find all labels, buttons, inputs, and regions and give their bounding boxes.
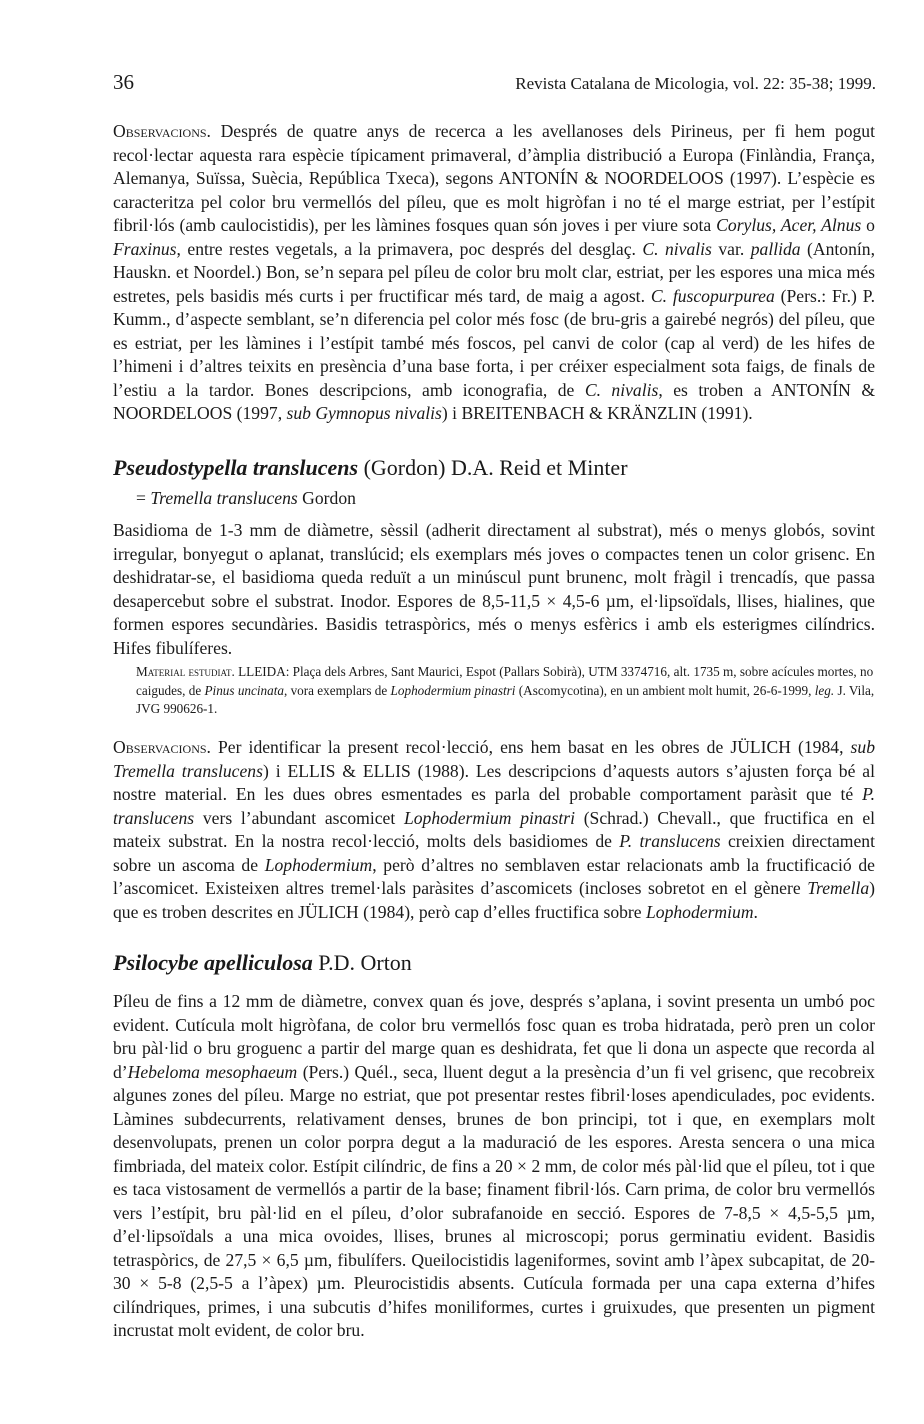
page-number: 36	[113, 70, 134, 94]
species-description: Píleu de fins a 12 mm de diàmetre, convex quan és jove, després s’aplana, i sovint presenta un umbó poc evident. Cutícula molt higròfana, de color bru vermellós fosc quan es troba hidratada, però pren un color bru pàl·lid o bru groguenc a partir del marge quan es deshidrata, fet que li dona un aspecte que recorda al d’Hebeloma mesophaeum (Pers.) Quél., seca, lluent degut a la presència d’un fi vel grisenc, que recobreix algunes zones del píleu. Marge no estriat, que pot presentar restes fibril·loses apendiculades, poc evidents. Làmines subdecurrents, relativament denses, brunes de bon principi, tot i que, en exemplars molt desenvolupats, prenen un color porpra degut a la maduració de les espores. Aresta sencera o una mica fimbriada, del mateix color. Estípit cilíndric, de fins a 20 × 2 mm, de color més pàl·lid que el píleu, tot i que es taca vistosament de vermellós a partir de la base; finament fibril·lós. Carn prima, de color bru vermellós vers l’estípit, bru pàl·lid en el píleu, d’olor subrafanoide en secció. Espores de 7-8,5 × 4,5-5,5 µm, d’el·lipsoïdals a una mica ovoides, llises, brunes al microscopi; porus germinatiu evident. Basidis tetraspòrics, de 27,5 × 6,5 µm, fibulífers. Queilocistidis lageniformes, sovint amb l’àpex subcapitat, de 20-30 × 5-8 (2,5-5 a l’àpex) µm. Pleurocistidis absents. Cutícula formada per una capa externa d’hifes cilíndriques, primes, i una subcutis d’hifes moniliformes, curtes i gruixudes, que presenten un pigment incrustat molt evident, de color bru.	[113, 991, 875, 1340]
species-author: P.D. Orton	[312, 950, 412, 975]
synonym-line: = Tremella translucens Gordon	[136, 488, 356, 508]
species-name: Pseudostypella translucens	[113, 455, 359, 480]
material-label: Material estudiat.	[136, 664, 235, 679]
species-author: (Gordon) D.A. Reid et Minter	[358, 455, 628, 480]
species-heading	[113, 455, 628, 481]
species-description: Basidioma de 1-3 mm de diàmetre, sèssil (adherit directament al substrat), més o menys globós, sovint irregular, bonyegut o aplanat, translúcid; els exemplars més joves o compactes tenen un color grisenc. En deshidratar-se, el basidioma queda reduït a un minúscul punt brunenc, molt fràgil i trencadís, que passa desapercebut sobre el substrat. Inodor. Espores de 8,5-11,5 × 4,5-6 µm, el·lipsoïdals, llises, hialines, que formen espores secundàries. Basidis tetraspòrics, més o menys esfèrics i amb els esterigmes cilíndrics. Hifes fibulíferes.	[113, 520, 875, 658]
section-label: Observacions.	[113, 121, 211, 141]
synonym-name: Tremella translucens	[150, 488, 298, 508]
running-head: Revista Catalana de Micologia, vol. 22: 35-38; 1999.	[515, 74, 876, 93]
observations-paragraph: Observacions. Després de quatre anys de recerca a les avellanoses dels Pirineus, per fi hem pogut recol·lectar aquesta rara espècie típicament primaveral, d’àmplia distribució a Europa (Finlàndia, França, Alemanya, Suïssa, Suècia, República Txeca), segons ANTONÍN & NOORDELOOS (1997). L’espècie es caracteritza pel color bru vermellós del píleu, que es molt higròfan i no té el marge estriat, per l’estípit fibril·lós (amb caulocistidis), per les làmines fosques quan són joves i per viure sota Corylus, Acer, Alnus o Fraxinus, entre restes vegetals, a la primavera, poc després del desglaç. C. nivalis var. pallida (Antonín, Hauskn. et Noordel.) Bon, se’n separa pel píleu de color bru molt clar, estriat, per les espores una mica més estretes, pels basidis més curts i per fructificar més tard, de maig a agost. C. fuscopurpurea (Pers.: Fr.) P. Kumm., d’aspecte semblant, se’n diferencia pel color més fosc (de bru-gris a gairebé negrós) del píleu, que es estriat, per les làmines i l’estípit també més foscos, pel canvi de color (cap al verd) de les hifes de l’himeni i d’altres teixits en presència d’una base forta, i per créixer especialment sota faigs, de finals de l’estiu a la tardor. Bones descripcions, amb iconografia, de C. nivalis, es troben a ANTONÍN & NOORDELOOS (1997, sub Gymnopus nivalis) i BREITENBACH & KRÄNZLIN (1991).	[113, 121, 875, 423]
species-name: Psilocybe apelliculosa	[113, 950, 313, 975]
section-label: Observacions.	[113, 737, 211, 757]
observations-paragraph: Observacions. Per identificar la present recol·lecció, ens hem basat en les obres de JÜLICH (1984, sub Tremella translucens) i ELLIS & ELLIS (1988). Les descripcions d’aquests autors s’ajusten força bé al nostre material. En les dues obres esmentades es parla del probable comportament paràsit que té P. translucens vers l’abundant ascomicet Lophodermium pinastri (Schrad.) Chevall., que fructifica en el mateix substrat. En la nostra recol·lecció, molts dels basidiomes de P. translucens creixien directament sobre un ascoma de Lophodermium, però d’altres no semblaven estar relacionats amb la fructificació de l’ascomicet. Existeixen altres tremel·lals paràsites d’ascomicets (incloses sobretot en el gènere Tremella) que es troben descrites en JÜLICH (1984), però cap d’elles fructifica sobre Lophodermium.	[113, 737, 876, 922]
material-studied: Material estudiat. LLEIDA: Plaça dels Arbres, Sant Maurici, Espot (Pallars Sobirà), UTM 3374716, alt. 1735 m, sobre acícules mortes, no caigudes, de Pinus uncinata, vora exemplars de Lophodermium pinastri (Ascomycotina), en un ambient molt humit, 26-6-1999, leg. J. Vila, JVG 990626-1.	[136, 664, 875, 716]
species-heading	[113, 950, 412, 976]
